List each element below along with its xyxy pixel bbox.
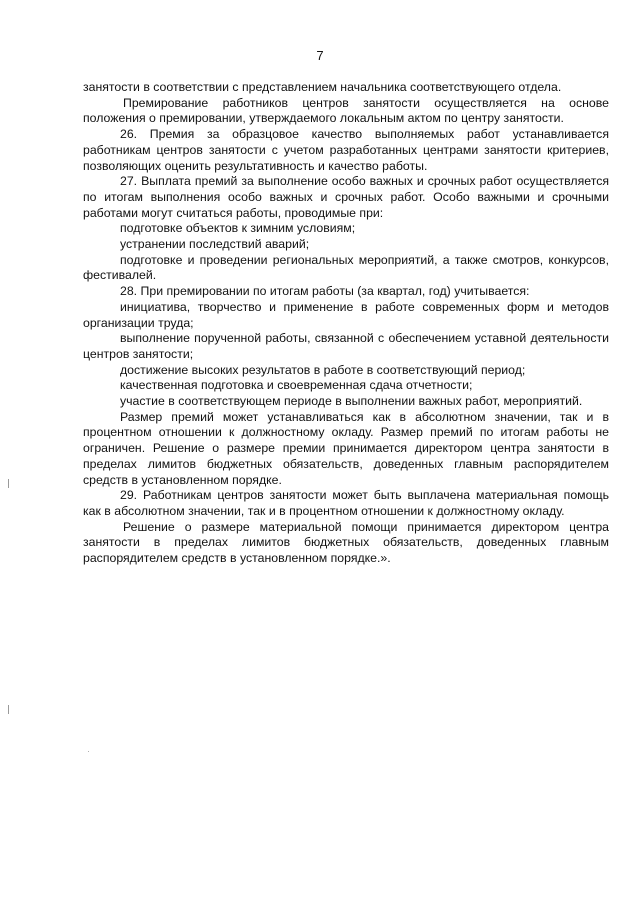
scan-artifact-dot <box>88 751 89 752</box>
paragraph-item-26: 26. Премия за образцовое качество выполняемых работ устанавливается работникам центров занятости с учетом разработанных центрами занятости критериев, позволяющих оценить результативность и качество работы. <box>83 127 609 173</box>
page-number: 7 <box>316 48 324 63</box>
paragraph-premium-regulation: Премирование работников центров занятости осуществляется на основе положения о премировании, утверждаемого локальным актом по центру занятости. <box>83 95 609 126</box>
document-body <box>83 80 609 567</box>
list-item-winter-preparation: подготовке объектов к зимним условиям; <box>120 221 356 236</box>
list-item-high-results: достижение высоких результатов в работе в соответствующий период; <box>120 362 526 377</box>
paragraph-continuation: занятости в соответствии с представлением начальника соответствующего отдела. <box>83 80 562 94</box>
paragraph-item-29: 29. Работникам центров занятости может быть выплачена материальная помощь как в абсолютном значении, так и в процентном отношении к должностному окладу. <box>83 488 609 518</box>
paragraph-premium-size: Размер премий может устанавливаться как в абсолютном значении, так и в процентном отношении к должностному окладу. Размер премий по итогам работы не ограничен. Решение о размере премии принимается директором центра занятости в пределах лимитов бюджетных обязательств, доведенных главным распорядителем средств в установленном порядке. <box>83 409 609 487</box>
list-item-accident-recovery: устранении последствий аварий; <box>120 237 310 252</box>
paragraph-item-27: 27. Выплата премий за выполнение особо важных и срочных работ осуществляется по итогам выполнения особо важных и срочных работ. Особо важными и срочными работами могут считаться работы, проводимые при: <box>83 174 609 220</box>
list-item-assigned-work: выполнение порученной работы, связанной с обеспечением уставной деятельности центров занятости; <box>83 331 609 361</box>
list-item-reporting: качественная подготовка и своевременная сдача отчетности; <box>120 378 473 393</box>
list-item-important-works: участие в соответствующем периоде в выполнении важных работ, мероприятий. <box>120 394 583 409</box>
scan-artifact-mark <box>8 705 9 714</box>
list-item-regional-events: подготовке и проведении региональных мероприятий, а также смотров, конкурсов, фестивалей. <box>83 252 609 283</box>
scan-artifact-mark <box>8 479 9 488</box>
paragraph-item-28: 28. При премировании по итогам работы (за квартал, год) учитывается: <box>120 284 530 299</box>
paragraph-material-aid-decision: Решение о размере материальной помощи принимается директором центра занятости в пределах лимитов бюджетных обязательств, доведенных главным распорядителем средств в установленном порядке.». <box>83 519 609 566</box>
list-item-initiative: инициатива, творчество и применение в работе современных форм и методов организации труда; <box>83 299 609 330</box>
